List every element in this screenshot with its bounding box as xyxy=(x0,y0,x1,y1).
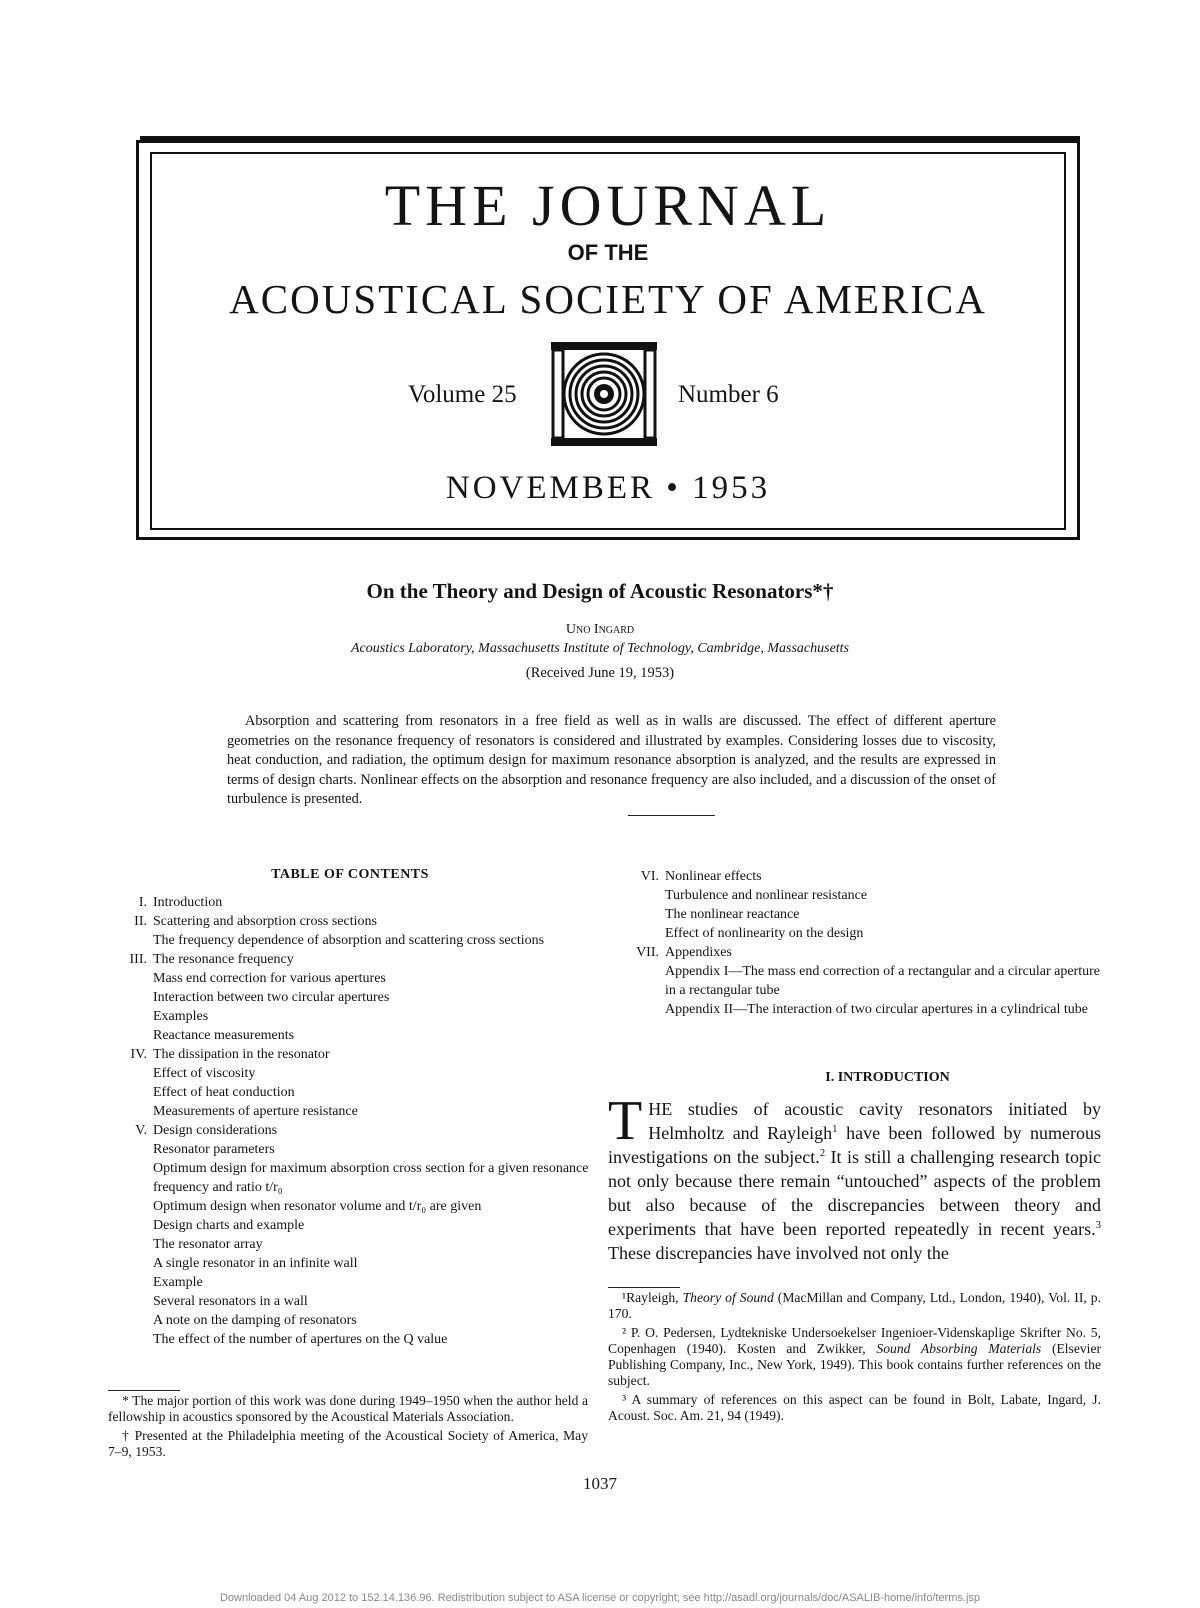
toc-entry: III. The resonance frequency xyxy=(129,952,294,967)
toc-entry: Reactance measurements xyxy=(153,1028,295,1043)
footnote-ref: 1 xyxy=(832,1123,838,1135)
toc-entry: Design charts and example xyxy=(153,1218,305,1233)
toc-entry: Appendix II—The interaction of two circular apertures in a cylindrical tube xyxy=(665,1002,1088,1017)
footnotes-left xyxy=(108,1393,588,1463)
introduction-paragraph xyxy=(608,1090,1101,1265)
toc-entry: Optimum design when resonator volume and t/r₀ are given xyxy=(153,1199,482,1214)
footnote-1: ¹Rayleigh, Theory of Sound (MacMillan and Company, Ltd., London, 1940), Vol. II, p. 170. xyxy=(608,1290,1101,1321)
download-notice: Downloaded 04 Aug 2012 to 152.14.136.96. Redistribution subject to ASA license or copyright; see http://asadl.org/journals/doc/ASALIB-home/info/terms.jsp xyxy=(219,1592,981,1604)
toc-entry: II. Scattering and absorption cross sections xyxy=(134,914,377,929)
footnote-ref: 3 xyxy=(1095,1219,1101,1231)
toc-left-column xyxy=(129,893,590,1349)
abstract-divider xyxy=(628,815,715,816)
toc-entry: Interaction between two circular apertures xyxy=(153,990,390,1005)
toc-entry: Example xyxy=(153,1275,203,1290)
section-heading-introduction: I. INTRODUCTION xyxy=(825,1070,950,1085)
toc-entry: The nonlinear reactance xyxy=(665,907,800,922)
footnote-rule xyxy=(608,1287,680,1288)
toc-entry: VI. Nonlinear effects xyxy=(640,869,762,884)
toc-entry: IV. The dissipation in the resonator xyxy=(130,1047,330,1062)
toc-entry: Examples xyxy=(153,1009,209,1024)
toc-entry: Effect of heat conduction xyxy=(153,1085,295,1100)
footnote-rule xyxy=(108,1390,180,1391)
journal-title: THE JOURNAL xyxy=(384,173,832,238)
intro-text: It is still a challenging research topic not only because there remain “untouched” aspects of the problem but also because of the discrepancies between theory and experiments that have been reported repeatedly in recent years. xyxy=(608,1147,1101,1239)
toc-entry: A single resonator in an infinite wall xyxy=(153,1256,358,1271)
intro-text: have been followed by numerous investigations on the subject. xyxy=(608,1123,1101,1167)
volume-label: Volume 25 xyxy=(408,381,517,408)
article-affiliation: Acoustics Laboratory, Massachusetts Institute of Technology, Cambridge, Massachusetts xyxy=(350,641,850,656)
article-author: Uno Ingard xyxy=(565,622,635,637)
toc-entry: Effect of nonlinearity on the design xyxy=(665,926,864,941)
journal-of-the: OF THE xyxy=(567,240,649,265)
toc-entry: I. Introduction xyxy=(138,895,223,910)
society-seal-icon xyxy=(545,340,663,448)
toc-entry: Mass end correction for various apertures xyxy=(153,971,386,986)
abstract: Absorption and scattering from resonators in a free field as well as in walls are discussed. The effect of different aperture geometries on the resonance frequency of resonators is considered and illustrated by examples. Considering losses due to viscosity, heat conduction, and radiation, the optimum design for maximum resonance absorption is analyzed, and the results are expressed in terms of design charts. Nonlinear effects on the absorption and resonance frequency are also included, and a discussion of the onset of turbulence is presented. xyxy=(227,713,996,807)
toc-heading: TABLE OF CONTENTS xyxy=(271,867,429,882)
footnotes-right xyxy=(608,1290,1101,1427)
journal-society: ACOUSTICAL SOCIETY OF AMERICA xyxy=(229,276,987,322)
toc-entry: A note on the damping of resonators xyxy=(153,1313,357,1328)
article-title: On the Theory and Design of Acoustic Resonators*† xyxy=(366,579,834,603)
toc-entry: The effect of the number of apertures on the Q value xyxy=(153,1332,448,1347)
footnote-ref: 2 xyxy=(819,1147,826,1159)
toc-entry: Measurements of aperture resistance xyxy=(153,1104,358,1119)
drop-cap: T xyxy=(608,1090,643,1152)
toc-entry: Optimum design for maximum absorption cross section for a given resonance frequency and ratio t/r₀ xyxy=(153,1161,589,1195)
number-label: Number 6 xyxy=(678,381,779,408)
page-number: 1037 xyxy=(583,1474,617,1493)
received-date: (Received June 19, 1953) xyxy=(525,665,675,681)
toc-right-column xyxy=(636,867,1110,1019)
footnote-2: ² P. O. Pedersen, Lydtekniske Undersoekelser Ingenioer-Videnskaplige Skrifter No. 5, Copenhagen (1940). Kosten and Zwikker, Sound Absorbing Materials (Elsevier Publishing Company, Inc., New York, 1949). This book contains further references on the subject. xyxy=(608,1325,1102,1388)
toc-entry: V. Design considerations xyxy=(135,1123,278,1138)
footnote-3: ³ A summary of references on this aspect can be found in Bolt, Labate, Ingard, J. Acoust. Soc. Am. 21, 94 (1949). xyxy=(608,1392,1101,1423)
issue-date: NOVEMBER • 1953 xyxy=(445,470,771,506)
toc-entry: Effect of viscosity xyxy=(153,1066,256,1081)
intro-text: These discrepancies have involved not only the xyxy=(608,1243,949,1263)
toc-entry: Appendix I—The mass end correction of a rectangular and a circular aperture in a rectangular tube xyxy=(665,964,1100,998)
toc-entry: VII. Appendixes xyxy=(636,945,732,960)
toc-entry: Turbulence and nonlinear resistance xyxy=(665,888,868,903)
intro-text: HE studies of acoustic cavity resonators initiated by Helmholtz and Rayleigh xyxy=(648,1099,1101,1143)
footnote-dagger: † Presented at the Philadelphia meeting of the Acoustical Society of America, May 7–9, 1953. xyxy=(108,1428,588,1459)
toc-entry: The resonator array xyxy=(153,1237,263,1252)
toc-entry: The frequency dependence of absorption and scattering cross sections xyxy=(153,933,545,948)
toc-entry: Several resonators in a wall xyxy=(153,1294,308,1309)
toc-entry: Resonator parameters xyxy=(153,1142,275,1157)
footnote-star: * The major portion of this work was done during 1949–1950 when the author held a fellowship in acoustics sponsored by the Acoustical Materials Association. xyxy=(108,1393,588,1424)
